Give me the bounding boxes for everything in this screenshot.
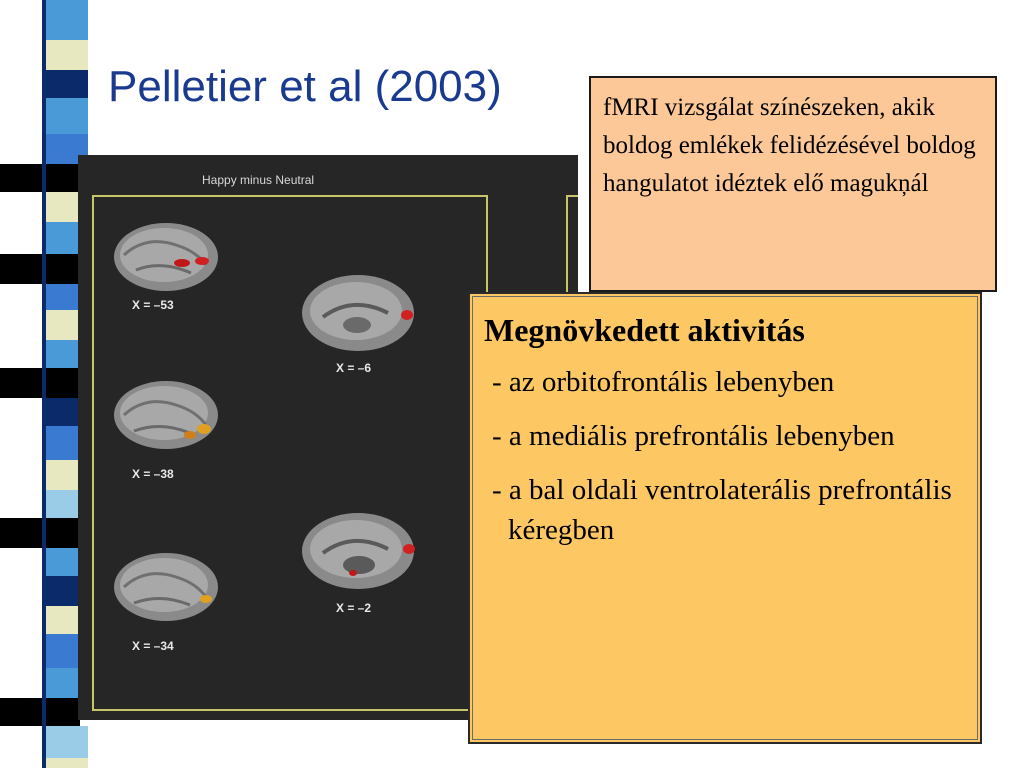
- findings-item: - a bal oldali ventrolaterális prefrontális kéregben: [492, 474, 952, 546]
- brain-scan-lateral-2: [106, 373, 226, 463]
- stripe-block: [0, 368, 80, 398]
- stripe-block: [0, 164, 80, 192]
- brain-scan-lateral-1: [106, 215, 226, 305]
- stripe-block: [42, 0, 88, 40]
- stripe-block: [42, 98, 88, 134]
- brain-scan-medial-2: [293, 503, 423, 603]
- findings-item: - a mediális prefrontális lebenyben: [492, 420, 895, 452]
- slice-label-1: X = –53: [132, 298, 174, 312]
- figure-caption: Happy minus Neutral: [202, 173, 315, 187]
- slice-label-4: X = –34: [132, 639, 174, 653]
- slice-label-3: X = –38: [132, 467, 174, 481]
- stripe-block: [0, 518, 80, 548]
- stripe-edge: [42, 0, 46, 768]
- brain-scan-medial-1: [293, 265, 423, 365]
- slide-title: Pelletier et al (2003): [108, 62, 502, 111]
- stripe-block: [42, 726, 88, 758]
- stripe-block: [42, 70, 88, 98]
- findings-heading: Megnövkedett aktivitás: [484, 312, 805, 348]
- stripe-block: [42, 40, 88, 70]
- stripe-block: [0, 254, 80, 284]
- slice-label-2: X = –6: [336, 361, 372, 375]
- stripe-block: [42, 758, 88, 768]
- description-note: fMRI vizsgálat színészeken, akik boldog emlékek felidézésével boldog hangulatot idéztek elő magukņál: [589, 76, 997, 292]
- findings-box: [468, 292, 982, 744]
- slice-label-5: X = –2: [336, 601, 372, 615]
- findings-item: - az orbitofrontális lebenyben: [492, 366, 835, 398]
- stripe-block: [0, 698, 80, 726]
- brain-scan-lateral-3: [106, 545, 226, 635]
